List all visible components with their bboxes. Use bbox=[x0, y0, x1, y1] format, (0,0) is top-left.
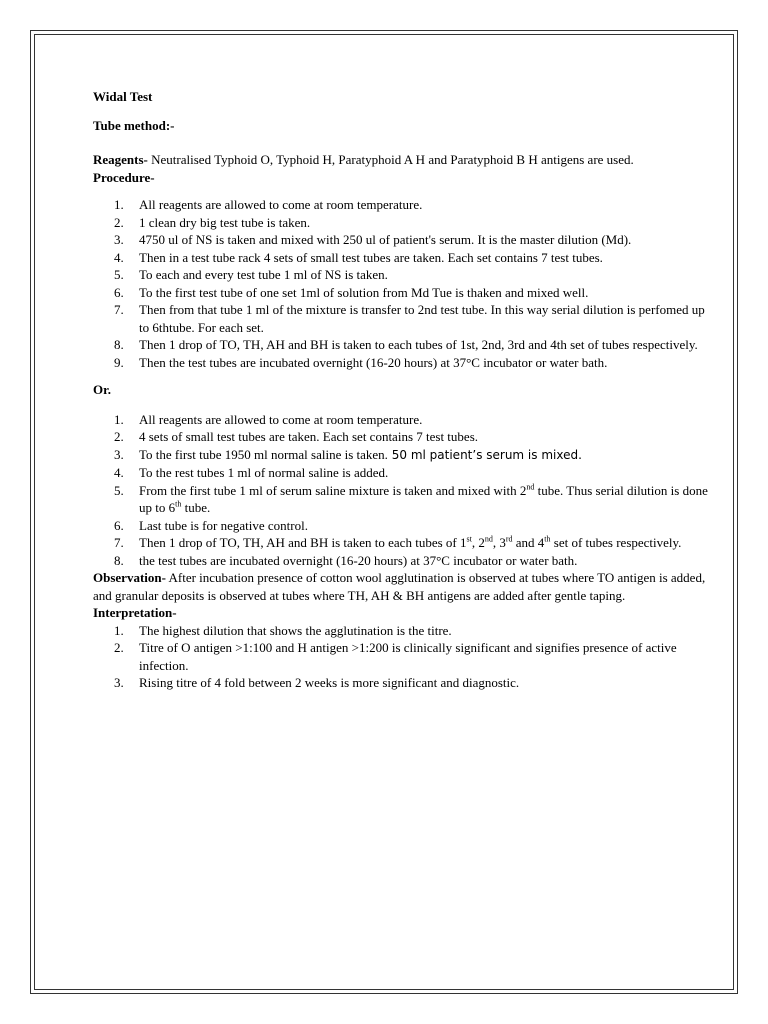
list-item: 3. Rising titre of 4 fold between 2 weeks is more significant and diagnostic. bbox=[114, 675, 520, 690]
list-item: 3. To the first tube 1950 ml normal saline is taken. 50 ml patient’s serum is mixed. bbox=[114, 446, 582, 462]
reagents-paragraph bbox=[93, 151, 713, 169]
alternate-procedure-list bbox=[93, 411, 713, 570]
list-item: 1. The highest dilution that shows the agglutination is the titre. bbox=[114, 622, 452, 638]
list-item: 4. Then in a test tube rack 4 sets of small test tubes are taken. Each set contains 7 test tubes. bbox=[114, 249, 603, 265]
observation-label: Observation- bbox=[93, 570, 166, 585]
list-item: 8. Then 1 drop of TO, TH, AH and BH is taken to each tubes of 1st, 2nd, 3rd and 4th set of tubes respectively. bbox=[114, 337, 698, 352]
list-item: 1. All reagents are allowed to come at room temperature. bbox=[114, 411, 423, 427]
list-item: 2. 1 clean dry big test tube is taken. bbox=[114, 214, 311, 230]
list-item: 6. To the first test tube of one set 1ml of solution from Md Tue is thaken and mixed well. bbox=[114, 284, 589, 300]
observation-paragraph bbox=[93, 569, 713, 604]
list-item: 5. To each and every test tube 1 ml of NS is taken. bbox=[114, 267, 388, 282]
document-body bbox=[93, 88, 713, 692]
document-title: Widal Test bbox=[93, 89, 153, 104]
list-item: 8. the test tubes are incubated overnight (16-20 hours) at 37°C incubator or water bath. bbox=[114, 552, 578, 568]
list-item: 5. From the first tube 1 ml of serum saline mixture is taken and mixed with 2nd tube. Thus serial dilution is done up to 6th tube. bbox=[114, 482, 708, 515]
section-subtitle: Tube method:- bbox=[93, 117, 175, 133]
reagents-text: Neutralised Typhoid O, Typhoid H, Paratyphoid A H and Paratyphoid B H antigens are used. bbox=[147, 152, 634, 167]
or-label: Or. bbox=[93, 382, 111, 397]
list-item: 4. To the rest tubes 1 ml of normal saline is added. bbox=[114, 465, 389, 480]
list-item: 1. All reagents are allowed to come at room temperature. bbox=[114, 197, 423, 212]
procedure-heading: Procedure- bbox=[93, 169, 155, 185]
reagents-label: Reagents- bbox=[93, 152, 148, 167]
list-item: 6. Last tube is for negative control. bbox=[114, 517, 308, 533]
procedure-list bbox=[93, 196, 713, 371]
list-item: 7. Then from that tube 1 ml of the mixture is transfer to 2nd test tube. In this way serial dilution is perfomed up to 6thtube. For each set. bbox=[114, 302, 705, 335]
list-item: 9. Then the test tubes are incubated overnight (16-20 hours) at 37°C incubator or water bath. bbox=[114, 354, 608, 370]
list-item: 3. 4750 ul of NS is taken and mixed with 250 ul of patient's serum. It is the master dilution (Md). bbox=[114, 232, 632, 247]
list-item: 7. Then 1 drop of TO, TH, AH and BH is taken to each tubes of 1st, 2nd, 3rd and 4th set of tubes respectively. bbox=[114, 534, 682, 550]
list-item: 2. 4 sets of small test tubes are taken. Each set contains 7 test tubes. bbox=[114, 429, 478, 444]
observation-text: After incubation presence of cotton wool agglutination is observed at tubes where TO antigen is added, and granular deposits is observed at tubes where TH, AH & BH antigens are added after gentle taping. bbox=[93, 570, 706, 603]
interpretation-heading: Interpretation- bbox=[93, 605, 177, 620]
interpretation-list bbox=[93, 622, 713, 692]
list-item: 2. Titre of O antigen >1:100 and H antigen >1:200 is clinically significant and signifies presence of active infection. bbox=[114, 640, 677, 673]
